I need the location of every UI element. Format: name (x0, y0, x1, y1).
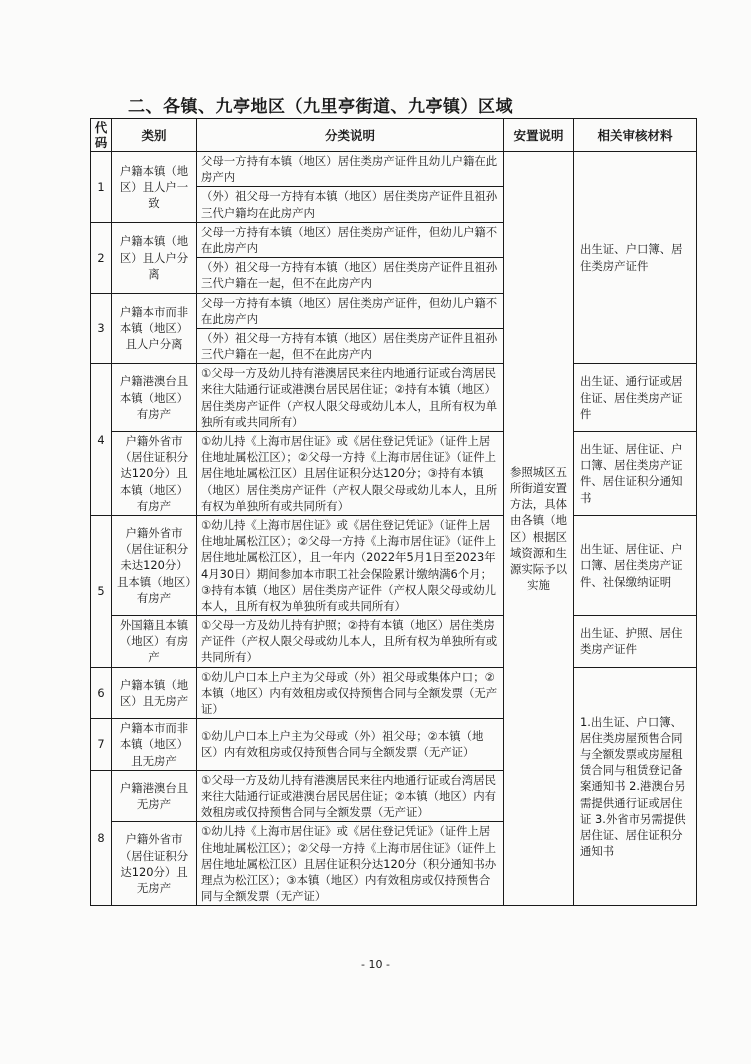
row-description: ①父母一方及幼儿持有护照；②持有本镇（地区）居住类房产证件（产权人限父母或幼儿本人，且所有权为单独所有或共同所有） (197, 616, 504, 668)
row-code: 3 (91, 293, 112, 364)
row-category: 户籍外省市（居住证积分达120分）且无房产 (112, 822, 197, 906)
row-description: （外）祖父母一方持有本镇（地区）居住类房产证件且祖孙三代户籍在一起，但不在此房产内 (197, 258, 504, 293)
row-code: 7 (91, 719, 112, 771)
materials-rows-1-3: 出生证、户口簿、居住类房产证件 (574, 152, 697, 364)
row-category: 户籍本镇（地区）且人户一致 (112, 152, 197, 223)
row-category: 户籍本市而非本镇（地区）且无房产 (112, 719, 197, 771)
table-row (91, 432, 697, 516)
page-number: - 10 - (361, 958, 390, 971)
materials-row-5b: 出生证、护照、居住类房产证件 (574, 616, 697, 668)
row-code: 1 (91, 152, 112, 223)
row-description: （外）祖父母一方持有本镇（地区）居住类房产证件且祖孙三代户籍在一起，但不在此房产内 (197, 328, 504, 363)
row-description: ①幼儿持《上海市居住证》或《居住登记凭证》（证件上居住地址属松江区）；②父母一方持《上海市居住证》（证件上居住地址属松江区）且居住证积分达120分；③持有本镇（地区）居住类房产证件（产权人限父母或幼儿本人，且所有权为单独所有或共同所有） (197, 432, 504, 516)
row-description: 父母一方持有本镇（地区）居住类房产证件且幼儿户籍在此房产内 (197, 152, 504, 187)
materials-row-4a: 出生证、通行证或居住证、居住类房产证件 (574, 364, 697, 432)
table-row (91, 515, 697, 615)
table-row (91, 616, 697, 668)
row-category: 户籍本市而非本镇（地区）且人户分离 (112, 293, 197, 364)
header-description: 分类说明 (197, 119, 504, 152)
row-category: 户籍港澳台且无房产 (112, 770, 197, 822)
table-row (91, 152, 697, 187)
header-category: 类别 (112, 119, 197, 152)
materials-rows-6-8: 1.出生证、户口簿、居住类房屋预售合同与全额发票或房屋租赁合同与租赁登记备案通知书 2.港澳台另需提供通行证或居住证 3.外省市另需提供居住证、居住证积分通知书 (574, 667, 697, 906)
section-title: 二、各镇、九亭地区（九里亭街道、九亭镇）区域 (128, 97, 513, 117)
header-materials: 相关审核材料 (574, 119, 697, 152)
row-code: 6 (91, 667, 112, 719)
row-code: 4 (91, 364, 112, 516)
row-code: 2 (91, 222, 112, 293)
table-row (91, 364, 697, 432)
row-description: 父母一方持有本镇（地区）居住类房产证件，但幼儿户籍不在此房产内 (197, 222, 504, 257)
enrollment-table (90, 118, 697, 906)
row-description: ①幼儿持《上海市居住证》或《居住登记凭证》（证件上居住地址属松江区）；②父母一方持《上海市居住证》（证件上居住地址属松江区）且居住证积分达120分（积分通知书办理点为松江区）；③本镇（地区）内有效租房或仅持预售合同与全额发票（无产证） (197, 822, 504, 906)
materials-row-4b: 出生证、居住证、户口簿、居住类房产证件、居住证积分通知书 (574, 432, 697, 516)
table-row (91, 667, 697, 719)
row-category: 外国籍且本镇（地区）有房产 (112, 616, 197, 668)
row-code: 5 (91, 515, 112, 667)
row-description: ①幼儿持《上海市居住证》或《居住登记凭证》（证件上居住地址属松江区）；②父母一方持《上海市居住证》（证件上居住地址属松江区），且一年内（2022年5月1日至2023年4月30日）期间参加本市职工社会保险累计缴纳满6个月；③持有本镇（地区）居住类房产证件（产权人限父母或幼儿本人，且所有权为单独所有或共同所有） (197, 515, 504, 615)
row-description: ①父母一方及幼儿持有港澳居民来往内地通行证或台湾居民来往大陆通行证或港澳台居民居住证；②持有本镇（地区）居住类房产证件（产权人限父母或幼儿本人，且所有权为单独所有或共同所有） (197, 364, 504, 432)
row-category: 户籍港澳台且本镇（地区）有房产 (112, 364, 197, 432)
row-category: 户籍外省市（居住证积分达120分）且本镇（地区）有房产 (112, 432, 197, 516)
row-description: ①幼儿户口本上户主为父母或（外）祖父母；②本镇（地区）内有效租房或仅持预售合同与全额发票（无产证） (197, 719, 504, 771)
row-description: ①幼儿户口本上户主为父母或（外）祖父母或集体户口；②本镇（地区）内有效租房或仅持预售合同与全额发票（无产证） (197, 667, 504, 719)
row-category: 户籍外省市（居住证积分未达120分）且本镇（地区）有房产 (112, 515, 197, 615)
row-category: 户籍本镇（地区）且无房产 (112, 667, 197, 719)
row-code: 8 (91, 770, 112, 906)
header-placement: 安置说明 (504, 119, 574, 152)
row-description: ①父母一方及幼儿持有港澳居民来往内地通行证或台湾居民来往大陆通行证或港澳台居民居住证；②本镇（地区）内有效租房或仅持预售合同与全额发票（无产证） (197, 770, 504, 822)
row-description: 父母一方持有本镇（地区）居住类房产证件，但幼儿户籍不在此房产内 (197, 293, 504, 328)
materials-row-5a: 出生证、居住证、户口簿、居住类房产证件、社保缴纳证明 (574, 515, 697, 615)
table-header-row (91, 119, 697, 152)
placement-cell: 参照城区五所街道安置方法，具体由各镇（地区）根据区域资源和生源实际予以实施 (504, 152, 574, 906)
header-code: 代码 (91, 119, 112, 152)
row-category: 户籍本镇（地区）且人户分离 (112, 222, 197, 293)
row-description: （外）祖父母一方持有本镇（地区）居住类房产证件且祖孙三代户籍均在此房产内 (197, 187, 504, 222)
